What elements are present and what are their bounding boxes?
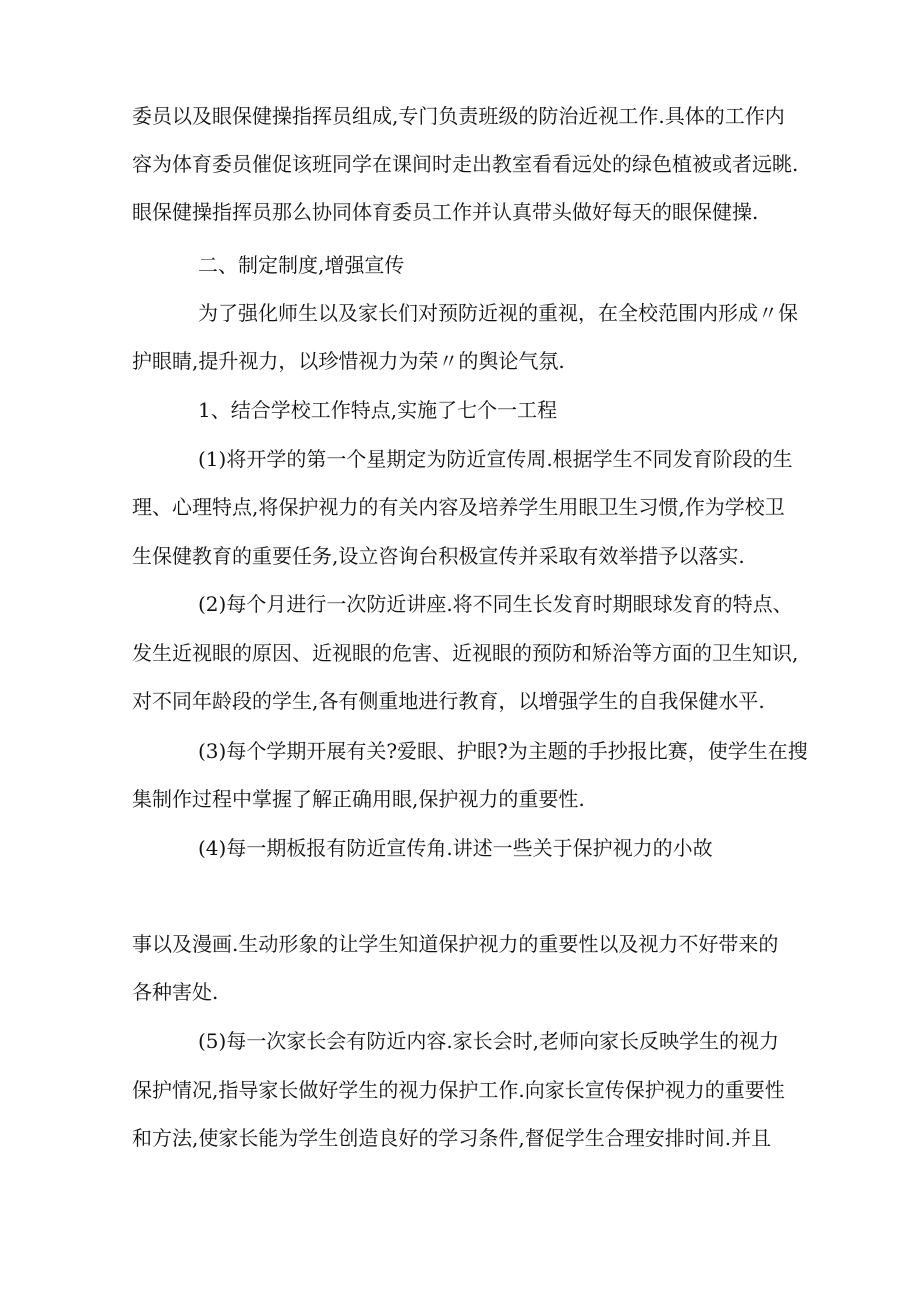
body-text-line: 理、心理特点,将保护视力的有关内容及培养学生用眼卫生习惯,作为学校卫 <box>132 495 785 519</box>
body-text-line: 委员以及眼保健操指挥员组成,专门负责班级的防治近视工作.具体的工作内 <box>132 104 785 128</box>
body-text-line: (5)每一次家长会有防近内容.家长会时,老师向家长反映学生的视力 <box>198 1029 780 1053</box>
body-text-line: 发生近视眼的原因、近视眼的危害、近视眼的预防和矫治等方面的卫生知识, <box>132 641 799 665</box>
body-text-line: (1)将开学的第一个星期定为防近宣传周.根据学生不同发育阶段的生 <box>198 447 793 471</box>
body-text-line: 容为体育委员催促该班同学在课间时走出教室看看远处的绿色植被或者远眺. <box>132 152 799 176</box>
body-text-line: 集制作过程中掌握了解正确用眼,保护视力的重要性. <box>132 787 585 811</box>
body-text-line: (4)每一期板报有防近宣传角.讲述一些关于保护视力的小故 <box>198 836 713 860</box>
body-text-line: 眼保健操指挥员那么协同体育委员工作并认真带头做好每天的眼保健操. <box>132 200 759 224</box>
body-text-line: 事以及漫画.生动形象的让学生知道保护视力的重要性以及视力不好带来的 <box>132 932 779 956</box>
body-text-line: 和方法,使家长能为学生创造良好的学习条件,督促学生合理安排时间.并且 <box>132 1126 772 1150</box>
body-text-line: 生保健教育的重要任务,设立咨询台积极宣传并采取有效举措予以落实. <box>132 544 745 568</box>
body-text-line: (3)每个学期开展有关?爱眼、护眼?为主题的手抄报比赛，使学生在搜 <box>198 739 808 763</box>
body-text-line: 保护情况,指导家长做好学生的视力保护工作.向家长宣传保护视力的重要性 <box>132 1078 785 1102</box>
body-text-line: 对不同年龄段的学生,各有侧重地进行教育，以增强学生的自我保健水平. <box>132 689 765 713</box>
body-text-line: 为了强化师生以及家长们对预防近视的重视，在全校范围内形成〃保 <box>198 301 798 325</box>
body-text-line: (2)每个月进行一次防近讲座.将不同生长发育时期眼球发育的特点、 <box>198 592 793 616</box>
section-heading: 二、制定制度,增强宣传 <box>198 253 405 277</box>
subsection-heading: 1、结合学校工作特点,实施了七个一工程 <box>198 398 558 422</box>
body-text-line: 各种害处. <box>132 980 219 1004</box>
body-text-line: 护眼睛,提升视力，以珍惜视力为荣〃的舆论气氛. <box>132 349 565 373</box>
